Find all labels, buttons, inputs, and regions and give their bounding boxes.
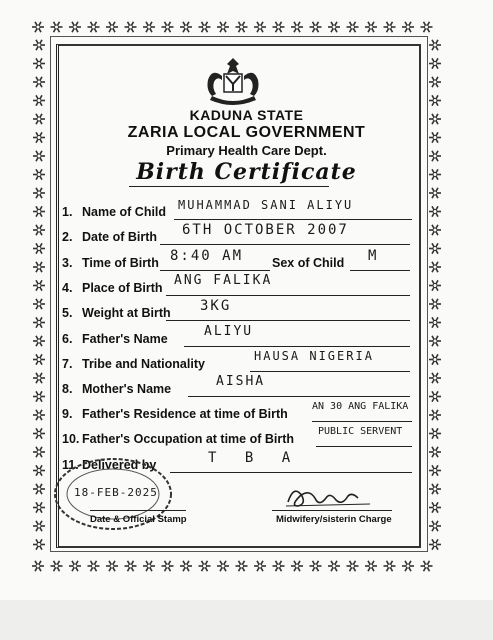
border-flake-icon [291, 561, 303, 571]
lga-heading: ZARIA LOCAL GOVERNMENT [127, 124, 366, 141]
field-number: 3. [62, 256, 73, 270]
border-flake-icon [429, 447, 441, 457]
title-underline [129, 186, 329, 187]
state-heading: KADUNA STATE [189, 107, 304, 123]
field-label: Place of Birth [82, 281, 163, 295]
border-flake-icon [33, 521, 45, 531]
field-number: 10. [62, 432, 80, 446]
border-flake-icon [273, 561, 285, 571]
field-value-tribe: HAUSA NIGERIA [254, 349, 374, 363]
field-label: Father's Name [82, 332, 168, 346]
border-flake-icon [33, 317, 45, 327]
border-flake-icon [429, 299, 441, 309]
field-line [160, 270, 270, 271]
border-flake-icon [217, 561, 229, 571]
field-label: Time of Birth [82, 256, 159, 270]
border-flake-icon [273, 22, 285, 32]
border-flake-icon [33, 58, 45, 68]
border-flake-icon [33, 336, 45, 346]
border-flake-icon [33, 188, 45, 198]
field-line [250, 371, 410, 372]
border-flake-icon [33, 280, 45, 290]
border-flake-icon [33, 484, 45, 494]
border-flake-icon [33, 447, 45, 457]
field-row-mother [62, 382, 171, 396]
signature [280, 478, 380, 514]
border-flake-icon [254, 561, 266, 571]
border-flake-icon [310, 561, 322, 571]
field-value-place: ANG FALIKA [174, 273, 273, 288]
border-flake-icon [429, 280, 441, 290]
border-flake-icon [143, 561, 155, 571]
field-row-time [62, 256, 159, 270]
border-flake-icon [429, 428, 441, 438]
field-number: 2. [62, 230, 73, 244]
border-flake-icon [33, 354, 45, 364]
field-number: 5. [62, 306, 73, 320]
field-row-name [62, 205, 166, 219]
field-value-name: MUHAMMAD SANI ALIYU [178, 198, 354, 212]
border-flake-icon [33, 299, 45, 309]
border-flake-icon [180, 22, 192, 32]
border-flake-icon [421, 22, 433, 32]
field-number: 1. [62, 205, 73, 219]
border-flake-icon [429, 77, 441, 87]
border-flake-icon [347, 22, 359, 32]
border-flake-icon [402, 22, 414, 32]
field-value-sex: M [368, 248, 379, 264]
border-flake-icon [429, 539, 441, 549]
border-flake-icon [429, 354, 441, 364]
border-flake-icon [429, 206, 441, 216]
border-flake-icon [328, 561, 340, 571]
border-flake-icon [429, 336, 441, 346]
border-flake-icon [347, 561, 359, 571]
field-line [166, 320, 410, 321]
field-row-father [62, 332, 168, 346]
date-stamp-label: Date & Official Stamp [90, 514, 187, 525]
border-flake-icon [125, 561, 137, 571]
border-flake-icon [217, 22, 229, 32]
border-flake-icon [429, 40, 441, 50]
field-line [316, 446, 412, 447]
field-label: Date of Birth [82, 230, 157, 244]
border-flake-icon [69, 561, 81, 571]
field-label: Weight at Birth [82, 306, 171, 320]
border-flake-icon [328, 22, 340, 32]
field-label: Father's Occupation at time of Birth [82, 432, 295, 446]
border-flake-icon [429, 521, 441, 531]
field-line [166, 295, 410, 296]
border-flake-icon [199, 561, 211, 571]
field-label: Mother's Name [82, 382, 172, 396]
stamp-date: 18-FEB-2025 [74, 486, 158, 499]
field-line [174, 219, 412, 220]
coat-of-arms-icon [198, 54, 268, 106]
border-flake-icon [429, 391, 441, 401]
border-flake-icon [51, 22, 63, 32]
field-number: 6. [62, 332, 73, 346]
border-flake-icon [143, 22, 155, 32]
field-label: Delivered by [82, 458, 157, 472]
field-row-residence [62, 407, 288, 421]
border-flake-icon [429, 502, 441, 512]
border-flake-icon [33, 225, 45, 235]
border-flake-icon [33, 391, 45, 401]
border-flake-icon [33, 206, 45, 216]
border-flake-icon [69, 22, 81, 32]
field-line [312, 421, 412, 422]
field-number: 8. [62, 382, 73, 396]
border-flake-icon [33, 373, 45, 383]
border-flake-icon [365, 22, 377, 32]
field-row-dob [62, 230, 157, 244]
field-number: 4. [62, 281, 73, 295]
border-flake-icon [421, 561, 433, 571]
field-label: Name of Child [82, 205, 167, 219]
border-flake-icon [429, 484, 441, 494]
stamp-line [90, 510, 186, 511]
field-line [350, 270, 410, 271]
certificate-title: Birth Certificate [136, 159, 357, 185]
field-line [188, 396, 410, 397]
field-row-weight [62, 306, 171, 320]
border-flake-icon [429, 465, 441, 475]
border-flake-icon [162, 22, 174, 32]
border-flake-icon [33, 243, 45, 253]
field-line [184, 346, 410, 347]
border-flake-icon [429, 225, 441, 235]
border-flake-icon [236, 22, 248, 32]
border-flake-icon [254, 22, 266, 32]
border-flake-icon [429, 58, 441, 68]
field-row-tribe [62, 357, 205, 371]
field-line [170, 472, 412, 473]
border-flake-icon [402, 561, 414, 571]
border-flake-icon [162, 561, 174, 571]
field-row-occupation [62, 432, 294, 446]
border-flake-icon [33, 95, 45, 105]
field-number: 11. [62, 458, 79, 472]
border-flake-icon [429, 188, 441, 198]
field-value-delivered: T B A [208, 450, 301, 466]
border-flake-icon [32, 561, 44, 571]
field-number: 7. [62, 357, 73, 371]
field-value-dob: 6TH OCTOBER 2007 [182, 222, 349, 238]
border-flake-icon [429, 95, 441, 105]
field-value-occupation: PUBLIC SERVENT [318, 426, 403, 437]
border-flake-icon [384, 561, 396, 571]
border-flake-icon [310, 22, 322, 32]
field-label: Tribe and Nationality [82, 357, 205, 371]
border-flake-icon [429, 410, 441, 420]
border-flake-icon [291, 22, 303, 32]
border-flake-icon [106, 561, 118, 571]
border-flake-icon [33, 428, 45, 438]
field-row-place [62, 281, 163, 295]
sex-label: Sex of Child [272, 256, 345, 270]
field-number: 9. [62, 407, 73, 421]
border-flake-icon [180, 561, 192, 571]
border-flake-icon [33, 539, 45, 549]
border-flake-icon [365, 561, 377, 571]
border-flake-icon [33, 77, 45, 87]
dept-heading: Primary Health Care Dept. [166, 143, 327, 158]
midwife-label: Midwifery/sisterin Charge [276, 514, 392, 525]
field-value-weight: 3KG [200, 298, 232, 314]
border-flake-icon [429, 373, 441, 383]
border-flake-icon [33, 465, 45, 475]
border-flake-icon [51, 561, 63, 571]
border-flake-icon [429, 243, 441, 253]
field-value-mother: AISHA [216, 374, 266, 389]
border-flake-icon [429, 317, 441, 327]
scan-background [0, 600, 493, 640]
border-flake-icon [199, 22, 211, 32]
border-flake-icon [33, 40, 45, 50]
field-value-residence: AN 30 ANG FALIKA [312, 401, 409, 412]
border-flake-icon [33, 410, 45, 420]
field-value-time: 8:40 AM [170, 248, 244, 264]
border-flake-icon [429, 262, 441, 272]
border-flake-icon [88, 22, 100, 32]
border-flake-icon [236, 561, 248, 571]
border-flake-icon [125, 22, 137, 32]
border-flake-icon [32, 22, 44, 32]
border-flake-icon [88, 561, 100, 571]
signature-line [272, 510, 392, 511]
border-flake-icon [33, 502, 45, 512]
border-flake-icon [384, 22, 396, 32]
border-flake-icon [33, 262, 45, 272]
field-value-father: ALIYU [204, 324, 254, 339]
field-label: Father's Residence at time of Birth [82, 407, 288, 421]
field-line [160, 244, 410, 245]
border-flake-icon [106, 22, 118, 32]
